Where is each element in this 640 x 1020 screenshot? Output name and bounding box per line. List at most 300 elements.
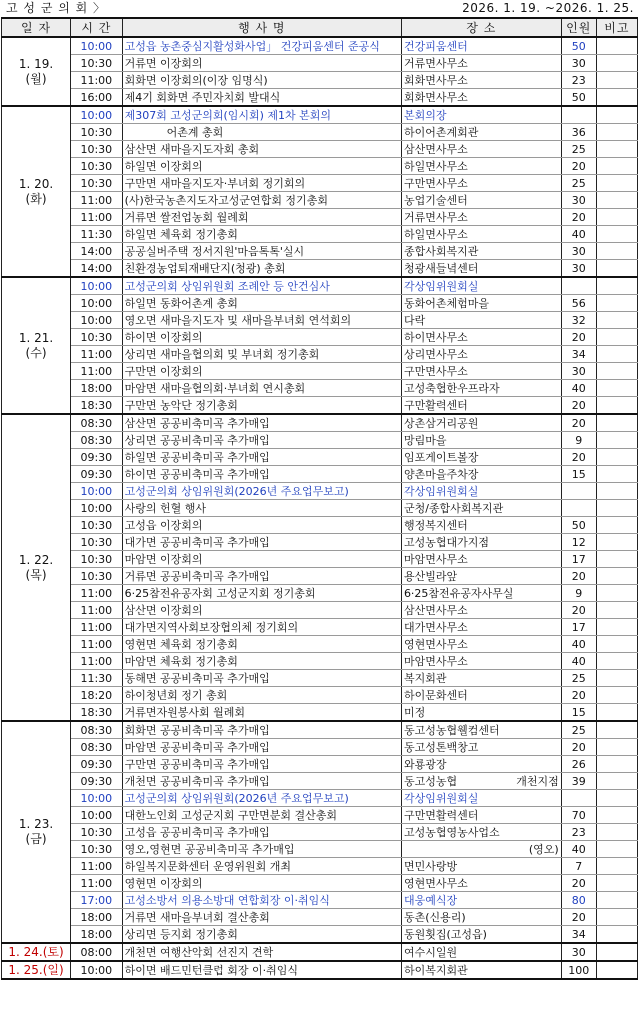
note-cell: [596, 568, 637, 585]
event-cell: 하일면 공공비축미곡 추가매입: [122, 449, 401, 466]
time-cell: 18:00: [71, 909, 123, 926]
schedule-table: [1, 17, 638, 980]
time-cell: 10:30: [71, 55, 123, 72]
time-cell: 11:00: [71, 346, 123, 363]
event-cell: 하이면 공공비축미곡 추가매입: [122, 466, 401, 483]
event-cell: 영오,영현면 공공비축미곡 추가매입: [122, 841, 401, 858]
time-cell: 09:30: [71, 773, 123, 790]
time-cell: 11:00: [71, 192, 123, 209]
time-cell: 09:30: [71, 466, 123, 483]
event-cell: 하일면 체육회 정기총회: [122, 226, 401, 243]
event-cell: 마암면 새마을협의회·부녀회 연시총회: [122, 380, 401, 397]
place-cell: 각상임위원회실: [401, 790, 561, 807]
count-cell: 25: [561, 721, 596, 739]
event-cell: 상리면 새마을협의회 및 부녀회 정기총회: [122, 346, 401, 363]
time-cell: 10:00: [71, 790, 123, 807]
place-cell: 구만활력센터: [401, 397, 561, 415]
place-cell: 행정복지센터: [401, 517, 561, 534]
place-cell: 회화면사무소: [401, 72, 561, 89]
time-cell: 10:30: [71, 517, 123, 534]
table-row: [2, 55, 638, 72]
count-cell: [561, 277, 596, 295]
event-cell: 거류면자원봉사회 월례회: [122, 704, 401, 722]
count-cell: 20: [561, 158, 596, 175]
place-cell: 고성농협영농사업소: [401, 824, 561, 841]
event-cell: 개천면 여행산악회 선진지 견학: [122, 943, 401, 961]
col-date-header: 일 자: [2, 18, 71, 37]
count-cell: [561, 790, 596, 807]
note-cell: [596, 277, 637, 295]
place-cell: 회화면사무소: [401, 89, 561, 107]
count-cell: 32: [561, 312, 596, 329]
event-cell: 어촌계 총회: [122, 124, 401, 141]
event-cell: 구만면 농악단 정기총회: [122, 397, 401, 415]
note-cell: [596, 432, 637, 449]
time-cell: 11:00: [71, 636, 123, 653]
place-cell: 건강피움센터: [401, 37, 561, 55]
note-cell: [596, 72, 637, 89]
place-cell: 상촌삼거리공원: [401, 414, 561, 432]
count-cell: 36: [561, 124, 596, 141]
time-cell: 10:00: [71, 483, 123, 500]
count-cell: 40: [561, 653, 596, 670]
event-cell: 사랑의 헌혈 행사: [122, 500, 401, 517]
table-row: [2, 295, 638, 312]
place-cell: 영현면사무소: [401, 875, 561, 892]
table-row: [2, 517, 638, 534]
table-row: [2, 704, 638, 722]
note-cell: [596, 363, 637, 380]
time-cell: 18:00: [71, 926, 123, 944]
time-cell: 18:30: [71, 397, 123, 415]
table-row: [2, 466, 638, 483]
header-row: [2, 18, 638, 37]
time-cell: 08:00: [71, 943, 123, 961]
place-cell: 마암면사무소: [401, 653, 561, 670]
event-cell: 고성읍 공공비축미곡 추가매입: [122, 824, 401, 841]
note-cell: [596, 106, 637, 124]
date-cell: [2, 106, 71, 277]
count-cell: 9: [561, 585, 596, 602]
table-row: [2, 961, 638, 979]
table-row: [2, 380, 638, 397]
note-cell: [596, 158, 637, 175]
table-row: [2, 72, 638, 89]
event-cell: 하이면 배드민턴클럽 회장 이·취임식: [122, 961, 401, 979]
table-row: [2, 602, 638, 619]
event-cell: 친환경농업퇴재배단지(청광) 총회: [122, 260, 401, 278]
event-cell: 삼산면 공공비축미곡 추가매입: [122, 414, 401, 432]
table-row: [2, 141, 638, 158]
table-row: [2, 858, 638, 875]
place-cell: 동고성농협웰컴센터: [401, 721, 561, 739]
count-cell: 9: [561, 432, 596, 449]
table-row: [2, 892, 638, 909]
weekday-text: (금): [25, 832, 47, 846]
time-cell: 17:00: [71, 892, 123, 909]
event-cell: 하일면 이장회의: [122, 158, 401, 175]
place-cell: 거류면사무소: [401, 55, 561, 72]
time-cell: 14:00: [71, 243, 123, 260]
table-row: [2, 943, 638, 961]
place-cell: 대웅예식장: [401, 892, 561, 909]
table-row: [2, 243, 638, 260]
time-cell: 10:30: [71, 534, 123, 551]
place-cell: 마암면사무소: [401, 551, 561, 568]
place-cell: 용산빌라앞: [401, 568, 561, 585]
place-cell: 하일면사무소: [401, 226, 561, 243]
place-cell: 고성농협대가지점: [401, 534, 561, 551]
note-cell: [596, 858, 637, 875]
count-cell: [561, 483, 596, 500]
note-cell: [596, 739, 637, 756]
time-cell: 18:20: [71, 687, 123, 704]
event-cell: 영오면 새마을지도자 및 새마을부녀회 연석회의: [122, 312, 401, 329]
count-cell: 12: [561, 534, 596, 551]
time-cell: 14:00: [71, 260, 123, 278]
event-cell: 고성읍 이장회의: [122, 517, 401, 534]
table-row: [2, 687, 638, 704]
count-cell: 20: [561, 414, 596, 432]
place-cell: 동고성농협 개천지점: [401, 773, 561, 790]
col-count-header: 인원: [561, 18, 596, 37]
date-text: 1. 23.: [18, 817, 54, 831]
table-row: [2, 585, 638, 602]
count-cell: 17: [561, 619, 596, 636]
count-cell: 20: [561, 397, 596, 415]
count-cell: 15: [561, 466, 596, 483]
place-cell: 삼산면사무소: [401, 141, 561, 158]
period-range: 2026. 1. 19. ~2026. 1. 25.: [462, 1, 634, 15]
time-cell: 10:30: [71, 824, 123, 841]
note-cell: [596, 192, 637, 209]
place-cell: 청광새들녘센터: [401, 260, 561, 278]
table-row: [2, 124, 638, 141]
place-cell: 와룡광장: [401, 756, 561, 773]
date-text: 1. 21.: [18, 330, 54, 345]
place-cell: (영오): [401, 841, 561, 858]
event-cell: 마암면 체육회 정기총회: [122, 653, 401, 670]
note-cell: [596, 687, 637, 704]
note-cell: [596, 209, 637, 226]
place-cell: 각상임위원회실: [401, 277, 561, 295]
note-cell: [596, 329, 637, 346]
note-cell: [596, 124, 637, 141]
event-cell: 거류면 새마을부녀회 결산총회: [122, 909, 401, 926]
time-cell: 10:30: [71, 158, 123, 175]
table-row: [2, 909, 638, 926]
table-row: [2, 449, 638, 466]
weekday-text: (수): [25, 345, 47, 360]
note-cell: [596, 892, 637, 909]
count-cell: 17: [561, 551, 596, 568]
count-cell: 15: [561, 704, 596, 722]
time-cell: 11:00: [71, 602, 123, 619]
table-row: [2, 568, 638, 585]
note-cell: [596, 636, 637, 653]
note-cell: [596, 141, 637, 158]
event-cell: 삼산면 이장회의: [122, 602, 401, 619]
note-cell: [596, 414, 637, 432]
table-row: [2, 841, 638, 858]
table-row: [2, 875, 638, 892]
place-cell: 동화어촌체험마을: [401, 295, 561, 312]
place-cell: 구만면활력센터: [401, 807, 561, 824]
place-cell: 하이어촌계회관: [401, 124, 561, 141]
event-cell: 고성소방서 의용소방대 연합회장 이·취임식: [122, 892, 401, 909]
weekday-text: (목): [25, 567, 47, 582]
event-cell: 회화면 이장회의(이장 임명식): [122, 72, 401, 89]
note-cell: [596, 295, 637, 312]
count-cell: 40: [561, 380, 596, 397]
note-cell: [596, 619, 637, 636]
table-row: [2, 260, 638, 278]
weekday-text: (일): [42, 962, 64, 977]
time-cell: 09:30: [71, 756, 123, 773]
table-row: [2, 209, 638, 226]
note-cell: [596, 756, 637, 773]
date-cell: [2, 277, 71, 414]
count-cell: [561, 106, 596, 124]
event-cell: 구만면 이장회의: [122, 363, 401, 380]
note-cell: [596, 653, 637, 670]
table-row: [2, 790, 638, 807]
event-cell: 상리면 공공비축미곡 추가매입: [122, 432, 401, 449]
table-row: [2, 37, 638, 55]
place-cell: 면민사랑방: [401, 858, 561, 875]
note-cell: [596, 551, 637, 568]
time-cell: 10:30: [71, 175, 123, 192]
count-cell: 20: [561, 209, 596, 226]
col-event-header: 행 사 명: [122, 18, 401, 37]
time-cell: 10:00: [71, 106, 123, 124]
note-cell: [596, 841, 637, 858]
place-cell: 본회의장: [401, 106, 561, 124]
note-cell: [596, 55, 637, 72]
table-row: [2, 312, 638, 329]
event-cell: 고성군의회 상임위원회(2026년 주요업무보고): [122, 790, 401, 807]
count-cell: 50: [561, 37, 596, 55]
note-cell: [596, 909, 637, 926]
note-cell: [596, 807, 637, 824]
table-row: [2, 500, 638, 517]
count-cell: 23: [561, 824, 596, 841]
event-cell: 고성군의회 상임위원회 조례안 등 안건심사: [122, 277, 401, 295]
time-cell: 10:00: [71, 295, 123, 312]
note-cell: [596, 175, 637, 192]
time-cell: 10:30: [71, 568, 123, 585]
count-cell: 80: [561, 892, 596, 909]
event-cell: 공공실버주택 정서지원'마음톡톡'실시: [122, 243, 401, 260]
note-cell: [596, 585, 637, 602]
event-cell: 마암면 이장회의: [122, 551, 401, 568]
count-cell: 34: [561, 346, 596, 363]
place-cell: 각상임위원회실: [401, 483, 561, 500]
count-cell: 100: [561, 961, 596, 979]
place-cell: 농업기술센터: [401, 192, 561, 209]
count-cell: 40: [561, 841, 596, 858]
time-cell: 11:00: [71, 653, 123, 670]
event-cell: 영현면 이장회의: [122, 875, 401, 892]
place-cell: 다락: [401, 312, 561, 329]
table-row: [2, 397, 638, 415]
time-cell: 11:00: [71, 858, 123, 875]
note-cell: [596, 226, 637, 243]
table-row: [2, 636, 638, 653]
note-cell: [596, 602, 637, 619]
time-cell: 08:30: [71, 414, 123, 432]
count-cell: 30: [561, 55, 596, 72]
count-cell: 23: [561, 72, 596, 89]
page-header: [0, 0, 640, 17]
note-cell: [596, 243, 637, 260]
date-cell: [2, 721, 71, 943]
count-cell: 20: [561, 875, 596, 892]
count-cell: 20: [561, 687, 596, 704]
place-cell: 하이문화센터: [401, 687, 561, 704]
place-cell: 여수시일원: [401, 943, 561, 961]
table-row: [2, 329, 638, 346]
event-cell: 마암면 공공비축미곡 추가매입: [122, 739, 401, 756]
time-cell: 10:00: [71, 500, 123, 517]
time-cell: 09:30: [71, 449, 123, 466]
note-cell: [596, 260, 637, 278]
count-cell: [561, 500, 596, 517]
count-cell: 25: [561, 175, 596, 192]
note-cell: [596, 466, 637, 483]
table-row: [2, 192, 638, 209]
count-cell: 20: [561, 329, 596, 346]
event-cell: (사)한국농촌지도자고성군연합회 정기총회: [122, 192, 401, 209]
event-cell: 거류면 공공비축미곡 추가매입: [122, 568, 401, 585]
count-cell: 50: [561, 517, 596, 534]
table-row: [2, 226, 638, 243]
count-cell: 30: [561, 192, 596, 209]
place-cell: 종합사회복지관: [401, 243, 561, 260]
event-cell: 대한노인회 고성군지회 구만면분회 결산총회: [122, 807, 401, 824]
time-cell: 08:30: [71, 721, 123, 739]
place-cell: 고성축협한우프라자: [401, 380, 561, 397]
time-cell: 10:30: [71, 141, 123, 158]
event-cell: 제307회 고성군의회(임시회) 제1차 본회의: [122, 106, 401, 124]
place-cell: 미정: [401, 704, 561, 722]
count-cell: 30: [561, 243, 596, 260]
time-cell: 10:00: [71, 807, 123, 824]
time-cell: 10:00: [71, 277, 123, 295]
table-row: [2, 277, 638, 295]
time-cell: 10:30: [71, 841, 123, 858]
table-row: [2, 432, 638, 449]
place-cell: 영현면사무소: [401, 636, 561, 653]
note-cell: [596, 926, 637, 944]
place-cell: 대가면사무소: [401, 619, 561, 636]
event-cell: 6·25참전유공자회 고성군지회 정기총회: [122, 585, 401, 602]
table-row: [2, 414, 638, 432]
event-cell: 하이청년회 정기 총회: [122, 687, 401, 704]
place-cell: 동촌(신용리): [401, 909, 561, 926]
count-cell: 20: [561, 568, 596, 585]
event-cell: 삼산면 새마을지도자회 총회: [122, 141, 401, 158]
place-cell: 동고성톤백창고: [401, 739, 561, 756]
place-cell: 삼산면사무소: [401, 602, 561, 619]
count-cell: 20: [561, 449, 596, 466]
count-cell: 20: [561, 909, 596, 926]
count-cell: 34: [561, 926, 596, 944]
note-cell: [596, 773, 637, 790]
table-row: [2, 756, 638, 773]
time-cell: 11:00: [71, 209, 123, 226]
table-row: [2, 158, 638, 175]
col-place-header: 장 소: [401, 18, 561, 37]
table-row: [2, 534, 638, 551]
time-cell: 16:00: [71, 89, 123, 107]
table-row: [2, 739, 638, 756]
schedule-body: [2, 37, 638, 979]
date-cell: [2, 37, 71, 106]
weekday-text: (월): [25, 71, 47, 86]
table-row: [2, 807, 638, 824]
table-row: [2, 551, 638, 568]
event-cell: 거류면 이장회의: [122, 55, 401, 72]
date-cell: [2, 943, 71, 961]
count-cell: 20: [561, 739, 596, 756]
note-cell: [596, 37, 637, 55]
time-cell: 11:00: [71, 363, 123, 380]
table-row: [2, 175, 638, 192]
event-cell: 동해면 공공비축미곡 추가매입: [122, 670, 401, 687]
note-cell: [596, 312, 637, 329]
count-cell: 50: [561, 89, 596, 107]
place-cell: 6·25참전유공자사무실: [401, 585, 561, 602]
place-cell: 복지회관: [401, 670, 561, 687]
table-row: [2, 773, 638, 790]
note-cell: [596, 704, 637, 722]
count-cell: 25: [561, 141, 596, 158]
date-text: 1. 22.: [18, 552, 54, 567]
time-cell: 10:30: [71, 551, 123, 568]
place-cell: 임포게이트볼장: [401, 449, 561, 466]
event-cell: 회화면 공공비축미곡 추가매입: [122, 721, 401, 739]
place-cell: 양촌마을주차장: [401, 466, 561, 483]
time-cell: 11:00: [71, 875, 123, 892]
count-cell: 30: [561, 260, 596, 278]
note-cell: [596, 517, 637, 534]
col-note-header: 비고: [596, 18, 637, 37]
table-row: [2, 721, 638, 739]
note-cell: [596, 380, 637, 397]
table-row: [2, 346, 638, 363]
note-cell: [596, 397, 637, 415]
place-cell: 망림마을: [401, 432, 561, 449]
table-row: [2, 363, 638, 380]
event-cell: 대가면 공공비축미곡 추가매입: [122, 534, 401, 551]
event-cell: 영현면 체육회 정기총회: [122, 636, 401, 653]
note-cell: [596, 790, 637, 807]
note-cell: [596, 961, 637, 979]
time-cell: 08:30: [71, 739, 123, 756]
table-row: [2, 670, 638, 687]
event-cell: 개천면 공공비축미곡 추가매입: [122, 773, 401, 790]
event-cell: 하일면 동화어촌계 총회: [122, 295, 401, 312]
table-row: [2, 653, 638, 670]
time-cell: 10:00: [71, 37, 123, 55]
note-cell: [596, 943, 637, 961]
time-cell: 08:30: [71, 432, 123, 449]
date-text: 1. 24.: [8, 944, 43, 959]
time-cell: 11:30: [71, 226, 123, 243]
note-cell: [596, 89, 637, 107]
count-cell: 30: [561, 363, 596, 380]
